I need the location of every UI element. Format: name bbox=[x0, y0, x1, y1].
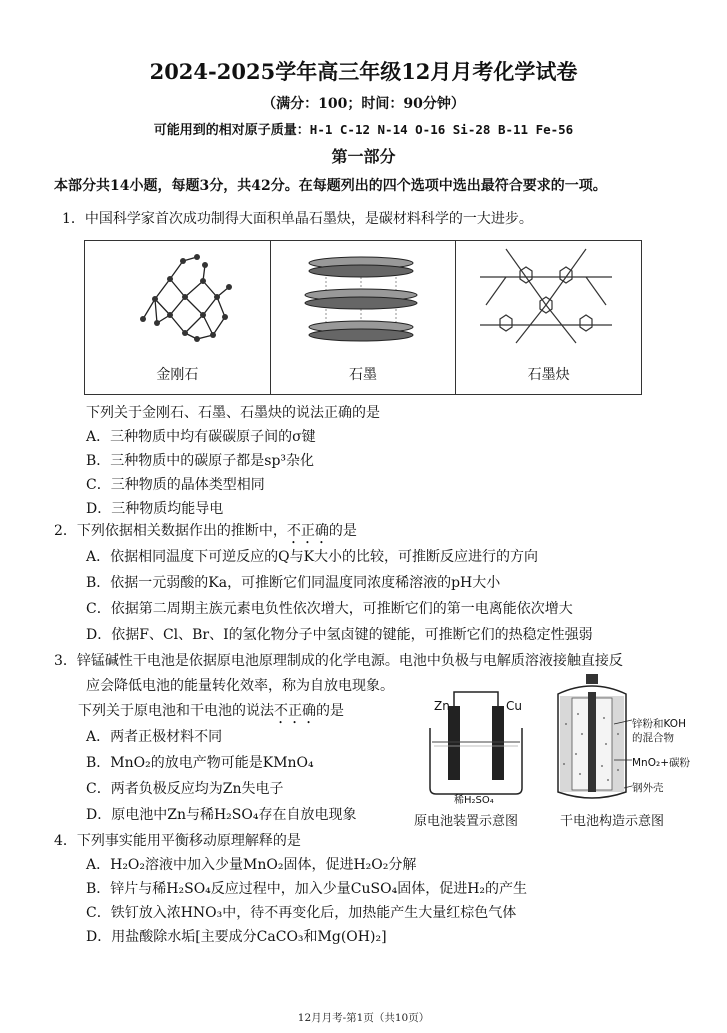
dry-cell-figure bbox=[552, 674, 632, 806]
exam-title: 2024-2025学年高三年级12月月考化学试卷 bbox=[149, 59, 578, 84]
mno2-carbon-label: MnO₂+碳粉 bbox=[632, 757, 690, 769]
q4-option-b: B．锌片与稀H₂SO₄反应过程中，加入少量CuSO₄固体，促进H₂的产生 bbox=[86, 881, 528, 897]
q3-ask-emphasis: 不正确 bbox=[274, 703, 316, 719]
q3-option-c: C．两者负极反应均为Zn失电子 bbox=[86, 781, 284, 797]
zinc-koh-label: 锌粉和KOH bbox=[632, 718, 686, 730]
electrolyte-label: 稀H₂SO₄ bbox=[454, 795, 494, 806]
q4-stem: 4．下列事实能用平衡移动原理解释的是 bbox=[54, 833, 301, 849]
q2-stem-post: 的是 bbox=[328, 523, 357, 539]
atomic-masses-values: H-1 C-12 N-14 O-16 Si-28 B-11 Fe-56 bbox=[309, 122, 574, 137]
q1-option-d: D．三种物质均能导电 bbox=[86, 501, 224, 517]
atomic-masses bbox=[0, 119, 727, 138]
q3-stem-line1: 3．锌锰碱性干电池是依据原电池原理制成的化学电源。电池中负极与电解质溶液接触直接反 bbox=[54, 653, 623, 669]
material-label-graphdiyne: 石墨炔 bbox=[527, 367, 570, 383]
atomic-masses-label: 可能用到的相对原子质量： bbox=[153, 123, 310, 138]
q4-option-a: A．H₂O₂溶液中加入少量MnO₂固体，促进H₂O₂分解 bbox=[86, 857, 417, 873]
q1-material-table bbox=[84, 240, 642, 395]
part-title: 第一部分 bbox=[331, 147, 396, 166]
q1-stem: 1．中国科学家首次成功制得大面积单晶石墨炔，是碳材料科学的一大进步。 bbox=[62, 211, 533, 227]
diamond-structure-image bbox=[125, 247, 245, 347]
cu-electrode-label: Cu bbox=[506, 699, 522, 713]
galvanic-cell-figure bbox=[420, 688, 538, 800]
zinc-koh-label-2: 的混合物 bbox=[632, 732, 674, 744]
q1-cell-diamond bbox=[85, 241, 271, 395]
q3-ask bbox=[78, 700, 344, 727]
material-label-graphite: 石墨 bbox=[348, 367, 377, 383]
q3-option-b: B．MnO₂的放电产物可能是KMnO₄ bbox=[86, 755, 314, 771]
graphdiyne-structure-image bbox=[476, 245, 616, 345]
q2-option-b: B．依据一元弱酸的Ka，可推断它们同温度同浓度稀溶液的pH大小 bbox=[86, 575, 501, 591]
q4-option-c: C．铁钉放入浓HNO₃中，待不再变化后，加热能产生大量红棕色气体 bbox=[86, 905, 517, 921]
q2-option-c: C．依据第二周期主族元素电负性依次增大，可推断它们的第一电离能依次增大 bbox=[86, 601, 573, 617]
q3-ask-post: 的是 bbox=[316, 703, 344, 719]
dry-cell-caption: 干电池构造示意图 bbox=[560, 814, 665, 829]
q2-option-a: A．依据相同温度下可逆反应的Q与K大小的比较，可推断反应进行的方向 bbox=[86, 549, 539, 565]
galvanic-cell-caption: 原电池装置示意图 bbox=[414, 814, 519, 829]
page-footer: 12月月考-第1页（共10页） bbox=[297, 1012, 430, 1024]
graphite-structure-image bbox=[296, 247, 426, 347]
part-instructions: 本部分共14小题，每题3分，共42分。在每题列出的四个选项中选出最符合要求的一项。 bbox=[54, 178, 607, 194]
exam-subtitle: （满分：100；时间：90分钟） bbox=[262, 96, 465, 112]
q1-cell-graphdiyne bbox=[456, 241, 642, 395]
material-label-diamond: 金刚石 bbox=[156, 367, 199, 383]
q2-stem bbox=[54, 520, 357, 547]
q1-option-a: A．三种物质中均有碳碳原子间的σ键 bbox=[86, 429, 316, 445]
q3-option-a: A．两者正极材料不同 bbox=[86, 729, 223, 745]
q4-option-d: D．用盐酸除水垢[主要成分CaCO₃和Mg(OH)₂] bbox=[86, 929, 387, 945]
q3-option-d: D．原电池中Zn与稀H₂SO₄存在自放电现象 bbox=[86, 807, 357, 823]
q3-ask-pre: 下列关于原电池和干电池的说法 bbox=[78, 703, 274, 719]
q1-option-b: B．三种物质中的碳原子都是sp³杂化 bbox=[86, 453, 315, 469]
zn-electrode-label: Zn bbox=[434, 699, 450, 713]
steel-shell-label: 钢外壳 bbox=[632, 782, 664, 794]
q2-option-d: D．依据F、Cl、Br、I的氢化物分子中氢卤键的键能，可推断它们的热稳定性强弱 bbox=[86, 627, 593, 643]
q2-stem-emphasis: 不正确 bbox=[286, 523, 329, 539]
q1-cell-graphite bbox=[270, 241, 456, 395]
q1-ask: 下列关于金刚石、石墨、石墨炔的说法正确的是 bbox=[86, 405, 380, 421]
q1-option-c: C．三种物质的晶体类型相同 bbox=[86, 477, 265, 493]
q3-stem-line2: 应会降低电池的能量转化效率，称为自放电现象。 bbox=[86, 678, 394, 694]
q2-stem-pre: 2．下列依据相关数据作出的推断中， bbox=[54, 523, 287, 539]
